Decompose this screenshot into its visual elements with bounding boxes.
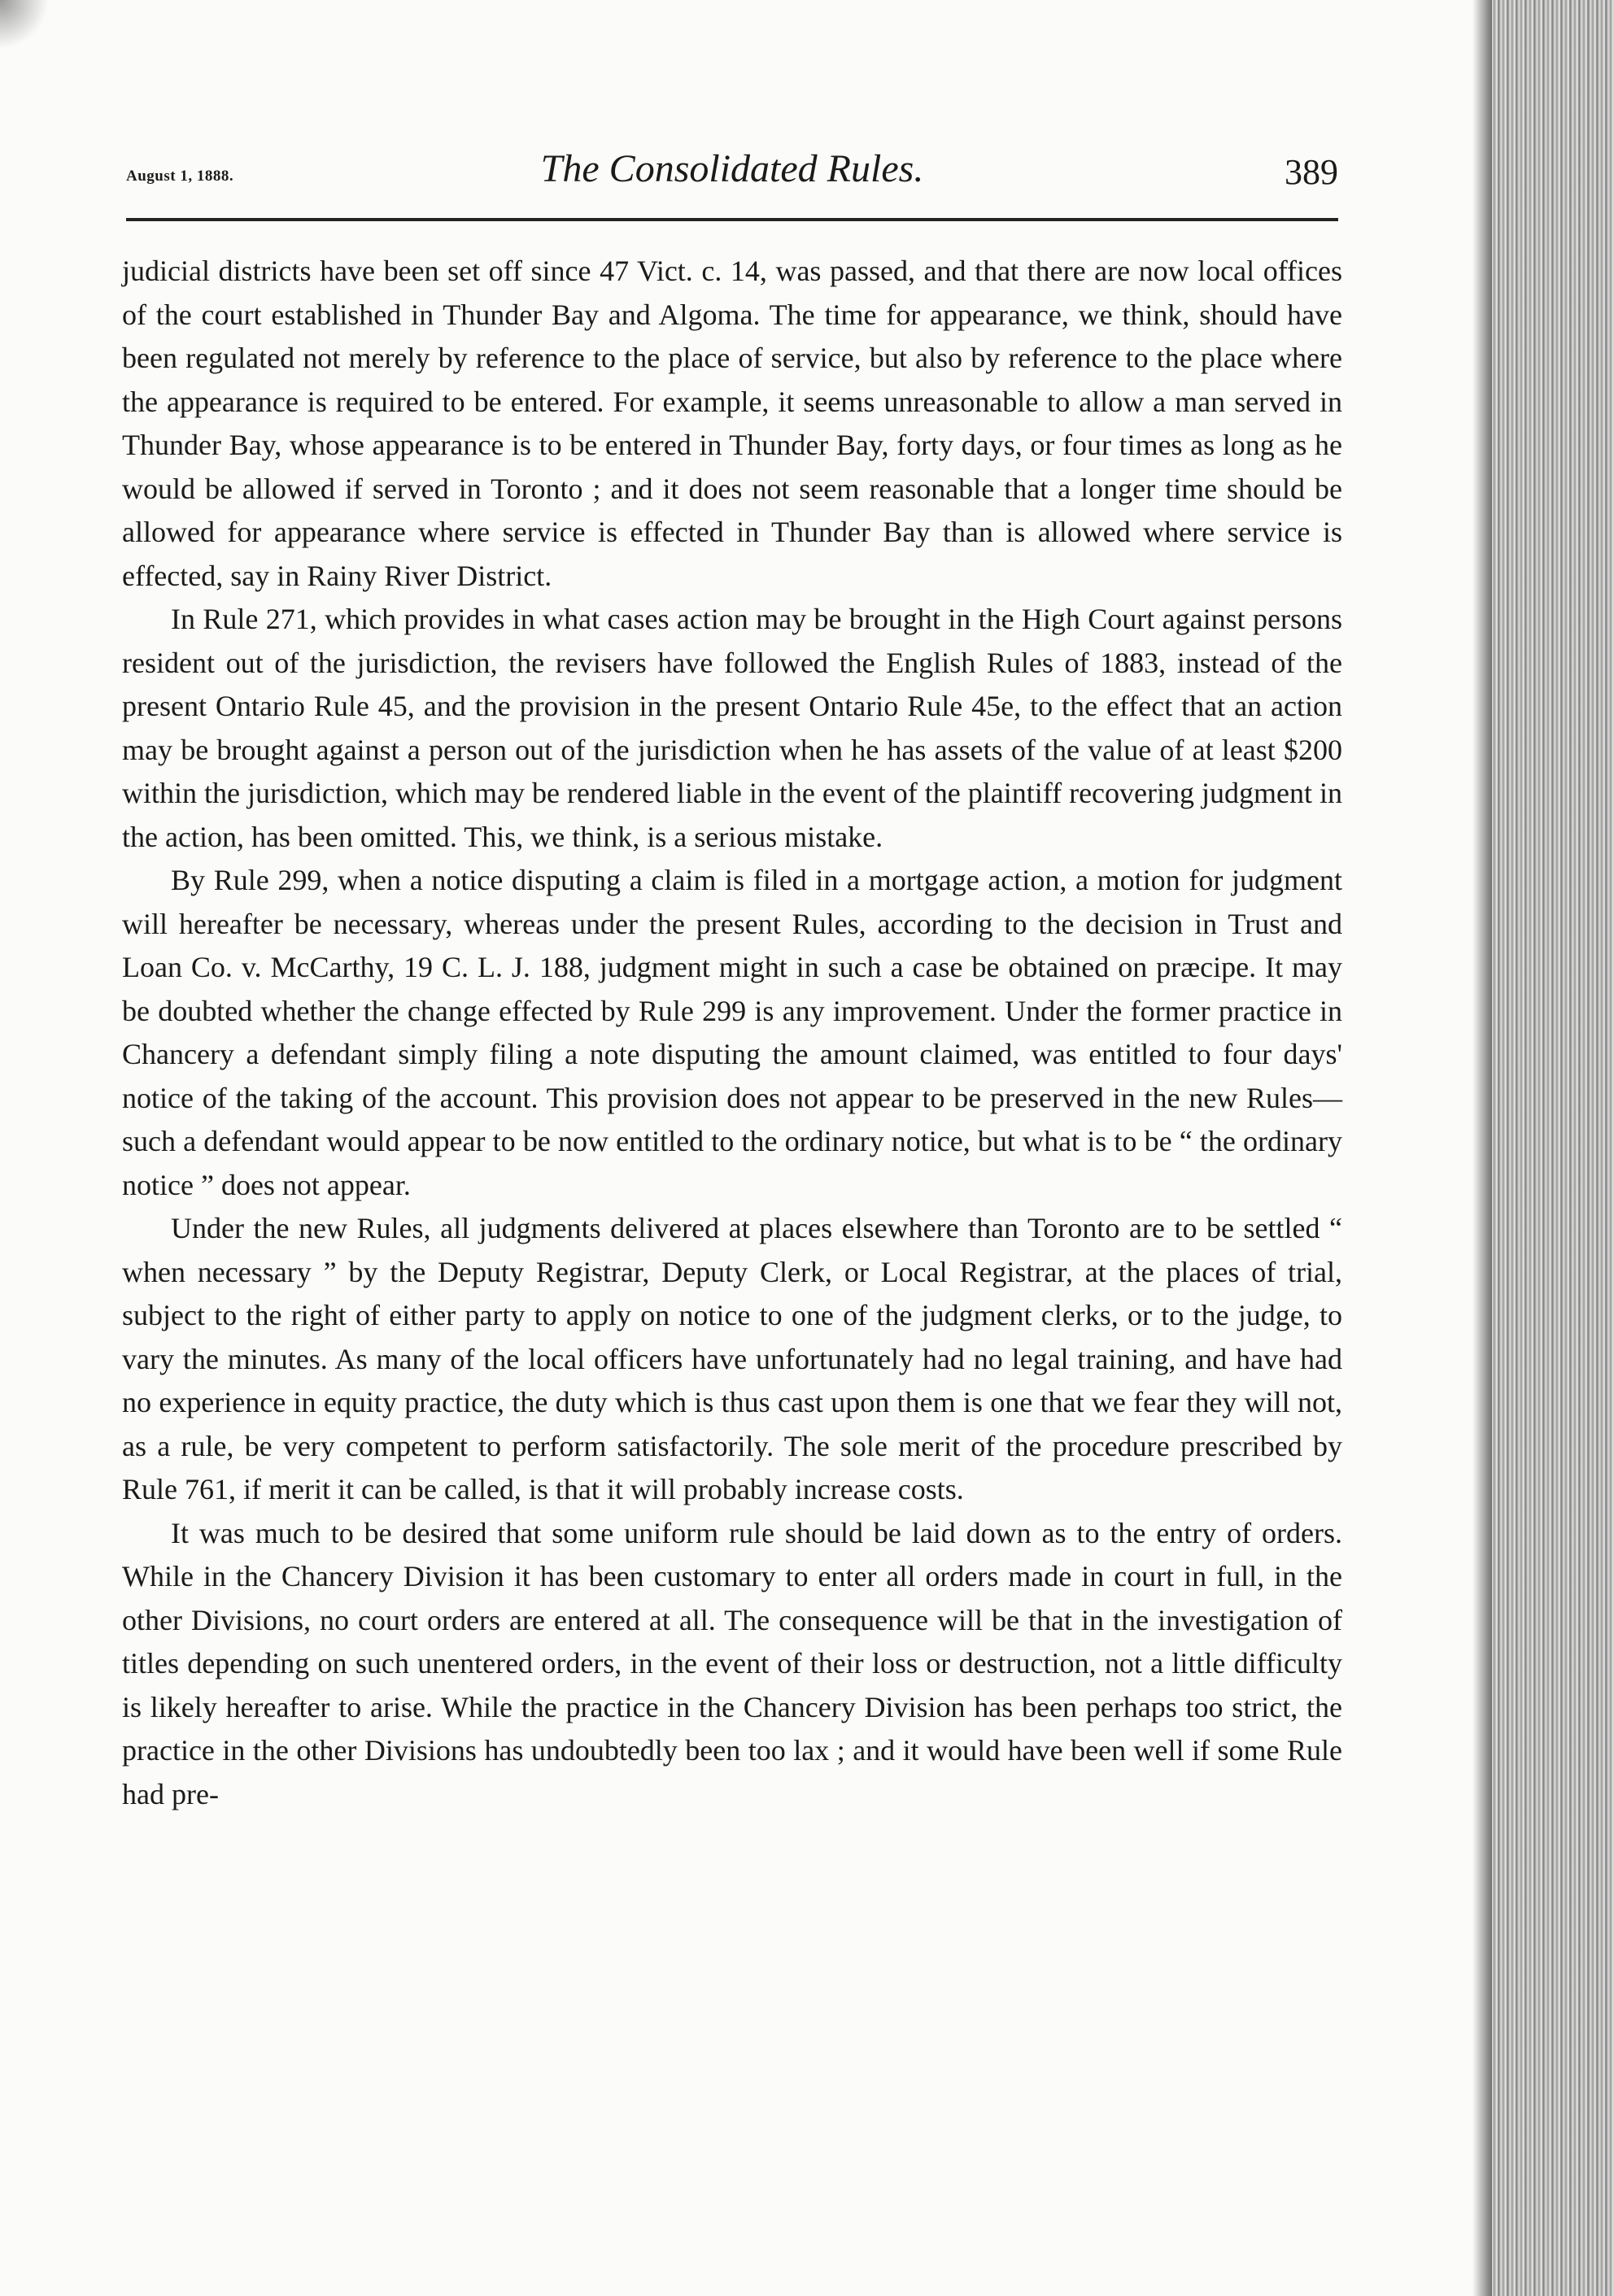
article-body xyxy=(122,250,1342,1816)
binding-shadow xyxy=(1472,0,1492,2296)
header-date: August 1, 1888. xyxy=(126,168,234,185)
paragraph: judicial districts have been set off since 47 Vict. c. 14, was passed, and that there are now local offices of the court established in Thunder Bay and Algoma. The time for appearance, we think, should have been regulated not merely by reference to the place of service, but also by reference to the place where the appearance is required to be entered. For example, it seems unreasonable to allow a man served in Thunder Bay, whose appearance is to be entered in Thunder Bay, forty days, or four times as long as he would be allowed if served in Toronto ; and it does not seem reasonable that a longer time should be allowed for appearance where service is effected in Thunder Bay than is allowed where service is effected, say in Rainy River District. xyxy=(122,255,1342,592)
scan-corner-noise xyxy=(0,0,49,49)
book-binding-edge xyxy=(1492,0,1614,2296)
page-number: 389 xyxy=(1285,152,1338,192)
paragraph: It was much to be desired that some uniform rule should be laid down as to the entry of orders. While in the Chancery Division it has been customary to enter all orders made in court in full, in the other Divisions, no court orders are entered at all. The consequence will be that in the investigation of titles depending on such unentered orders, in the event of their loss or destruction, not a little difficulty is likely hereafter to arise. While the practice in the Chancery Division has been perhaps too strict, the practice in the other Divisions has undoubtedly been too lax ; and it would have been well if some Rule had pre- xyxy=(122,1516,1342,1810)
running-header xyxy=(126,146,1338,203)
paragraph: In Rule 271, which provides in what cases action may be brought in the High Court against persons resident out of the jurisdiction, the revisers have followed the English Rules of 1883, instead of the present Ontario Rule 45, and the provision in the present Ontario Rule 45e, to the effect that an action may be brought against a person out of the jurisdiction when he has assets of the value of at least $200 within the jurisdiction, which may be rendered liable in the event of the plaintiff recovering judgment in the action, has been omitted. This, we think, is a serious mistake. xyxy=(122,603,1342,853)
header-title: The Consolidated Rules. xyxy=(540,147,924,190)
paragraph: Under the new Rules, all judgments delivered at places elsewhere than Toronto are to be settled “ when necessary ” by the Deputy Registrar, Deputy Clerk, or Local Registrar, at the places of trial, subject to the right of either party to apply on notice to one of the judgment clerks, or to the judge, to vary the minutes. As many of the local officers have unfortunately had no legal training, and have had no experience in equity practice, the duty which is thus cast upon them is one that we fear they will not, as a rule, be very competent to perform satisfactorily. The sole merit of the procedure prescribed by Rule 761, if merit it can be called, is that it will probably increase costs. xyxy=(122,1212,1342,1505)
paragraph: By Rule 299, when a notice disputing a claim is filed in a mortgage action, a motion for judgment will hereafter be necessary, whereas under the present Rules, according to the decision in Trust and Loan Co. v. McCarthy, 19 C. L. J. 188, judgment might in such a case be obtained on præcipe. It may be doubted whether the change effected by Rule 299 is any improvement. Under the former practice in Chancery a defendant simply filing a note disputing the amount claimed, was entitled to four days' notice of the taking of the account. This provision does not appear to be preserved in the new Rules—such a defendant would appear to be now entitled to the ordinary notice, but what is to be “ the ordinary notice ” does not appear. xyxy=(122,864,1342,1201)
header-rule xyxy=(126,218,1338,221)
